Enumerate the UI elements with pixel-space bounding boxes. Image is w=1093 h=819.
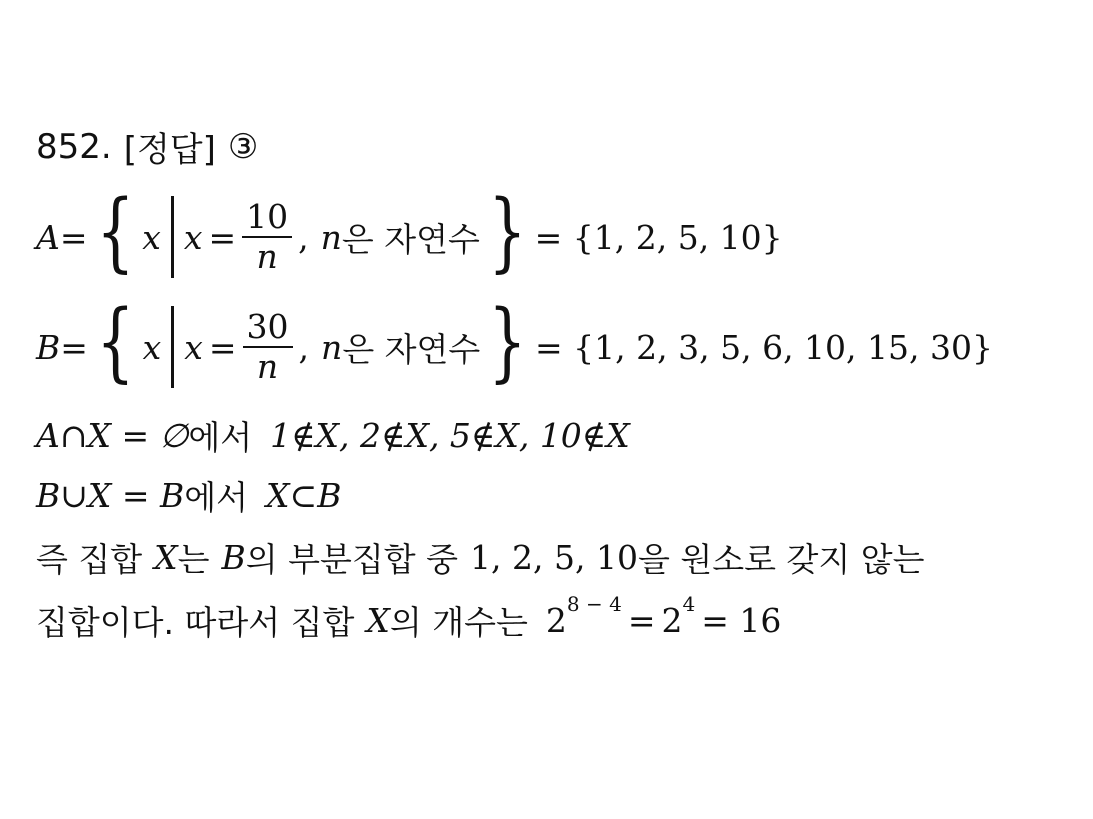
- problem-heading: [36, 122, 258, 171]
- intersection-expression: A∩X = ∅: [36, 415, 189, 455]
- such-that-bar: [171, 196, 174, 278]
- set-b-comma: ,: [298, 327, 310, 367]
- set-b-n: n: [321, 327, 343, 367]
- set-a-condition-var: x: [183, 217, 203, 257]
- set-b-definition: [36, 292, 993, 392]
- power-base: 2: [545, 600, 567, 640]
- set-a-fraction: [242, 198, 292, 276]
- set-b-natural-text: 은 자연수: [342, 329, 481, 369]
- right-brace: }: [488, 292, 527, 392]
- such-that-bar: [171, 306, 174, 388]
- explanation-line-2: [36, 592, 782, 642]
- set-a-equals: =: [59, 217, 88, 257]
- answer-choice: ③: [227, 126, 259, 167]
- explanation-line-1: [36, 535, 924, 579]
- set-a-definition: [36, 182, 783, 282]
- final-count: = 16: [701, 600, 782, 640]
- union-condition-line: [36, 473, 341, 517]
- set-a-result: = {1, 2, 5, 10}: [534, 217, 783, 257]
- intersection-word: 에서: [188, 417, 253, 457]
- left-brace: {: [95, 182, 135, 282]
- set-a-element-var: x: [142, 217, 161, 257]
- right-brace: }: [488, 182, 527, 282]
- fraction-denominator: n: [256, 237, 278, 276]
- variable-x: X: [366, 600, 390, 640]
- fraction-numerator: 10: [246, 197, 289, 236]
- set-b-result: = {1, 2, 3, 5, 6, 10, 15, 30}: [535, 327, 993, 367]
- set-a-comma: ,: [298, 217, 309, 257]
- left-brace: {: [96, 292, 135, 392]
- power-base: 2: [661, 600, 683, 640]
- power-exponent: 8 − 4: [566, 592, 622, 616]
- text-segment: 즉 집합: [36, 539, 143, 579]
- set-b-fraction: [243, 308, 293, 386]
- non-membership-conditions: 1∉X, 2∉X, 5∉X, 10∉X: [270, 415, 630, 455]
- equals-sign: =: [627, 600, 656, 640]
- variable-x: X: [154, 537, 178, 577]
- set-a-name: A: [36, 217, 60, 257]
- text-segment: 집합이다. 따라서 집합: [36, 602, 355, 642]
- excluded-elements: 1, 2, 5, 10: [470, 537, 638, 577]
- set-b-element-var: x: [142, 327, 162, 367]
- text-segment: 는: [177, 539, 210, 579]
- set-b-condition-equals: =: [208, 327, 237, 367]
- problem-number: 852.: [36, 126, 112, 167]
- set-a-condition-equals: =: [208, 217, 237, 257]
- set-b-condition-var: x: [184, 327, 203, 367]
- text-segment: 의 개수는: [389, 602, 528, 642]
- set-a-natural-text: 은 자연수: [341, 219, 480, 259]
- set-b-name: B: [36, 327, 61, 367]
- power-exponent: 4: [682, 592, 696, 616]
- text-segment: 을 원소로 갖지 않는: [637, 539, 925, 579]
- fraction-numerator: 30: [246, 307, 289, 346]
- subset-condition: X⊂B: [266, 475, 342, 515]
- set-a-n: n: [320, 217, 342, 257]
- union-word: 에서: [184, 477, 249, 517]
- variable-b: B: [221, 537, 246, 577]
- intersection-condition-line: [36, 413, 630, 457]
- fraction-denominator: n: [256, 347, 279, 386]
- answer-label: [정답]: [123, 130, 216, 170]
- text-segment: 의 부분집합 중: [245, 539, 459, 579]
- union-expression: B∪X = B: [36, 475, 185, 515]
- set-b-equals: =: [60, 327, 88, 367]
